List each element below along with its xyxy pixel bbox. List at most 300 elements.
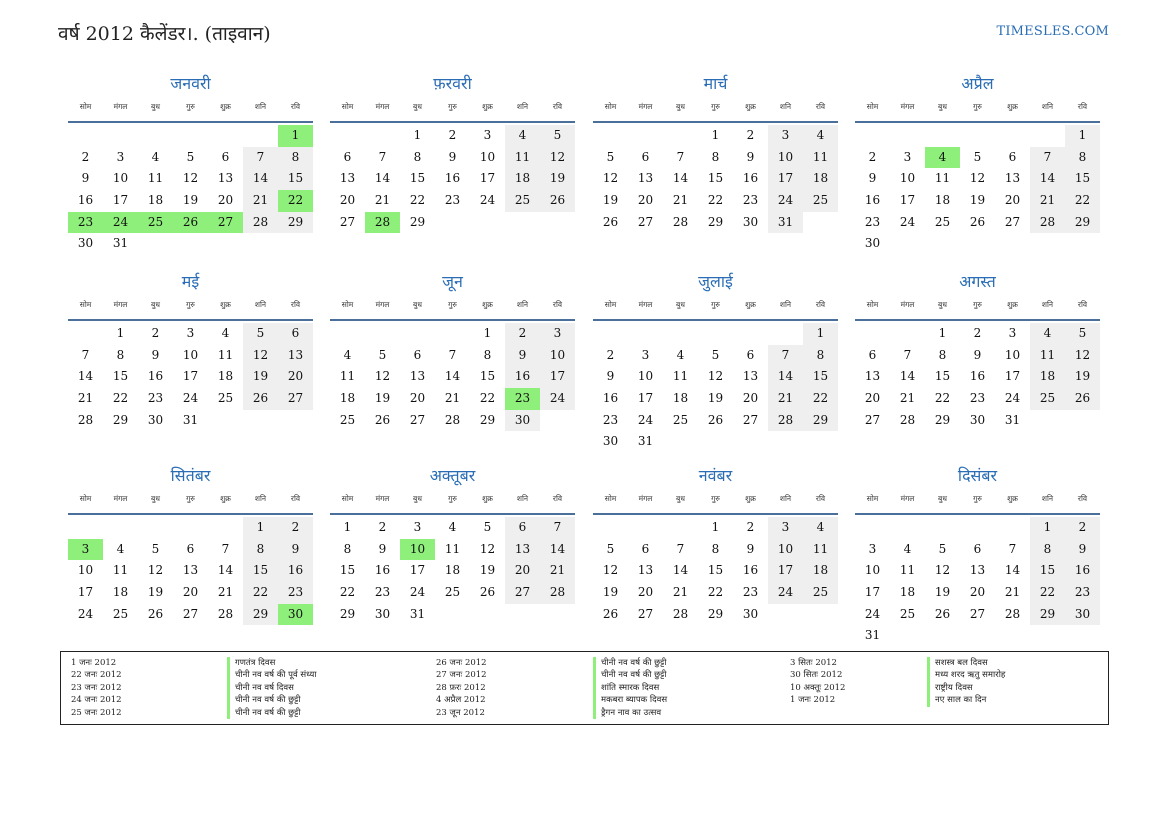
month-name: सितंबर xyxy=(170,466,211,485)
empty-cell xyxy=(330,125,365,147)
day-cell: 2 xyxy=(378,520,387,534)
day-cell: 23 xyxy=(742,193,759,208)
day-cell: 22 xyxy=(112,391,129,406)
month-calendar xyxy=(330,464,575,625)
day-cell: 27 xyxy=(969,606,986,621)
weekday-label: शुक्र xyxy=(1007,102,1018,111)
weekday-label: बुध xyxy=(413,102,422,111)
empty-cell xyxy=(593,517,628,539)
day-cell: 19 xyxy=(602,193,619,208)
month-name: अगस्त xyxy=(959,272,996,291)
day-cell: 13 xyxy=(969,563,986,578)
day-cell: 10 xyxy=(540,345,575,367)
weekday-label: रवि xyxy=(1077,102,1088,111)
holiday-day-cell: 24 xyxy=(103,212,138,234)
day-cell: 13 xyxy=(182,563,199,578)
empty-cell xyxy=(628,323,663,345)
day-cell: 21 xyxy=(374,193,391,208)
weekday-label: मंगल xyxy=(113,494,128,503)
day-cell: 16 xyxy=(505,366,540,388)
day-cell: 12 xyxy=(1065,345,1100,367)
day-cell: 21 xyxy=(217,585,234,600)
site-link[interactable]: TIMESLES.COM xyxy=(996,24,1109,39)
empty-cell xyxy=(768,323,803,345)
day-cell: 6 xyxy=(505,517,540,539)
day-cell: 29 xyxy=(278,212,313,234)
day-cell: 5 xyxy=(378,347,387,362)
weekday-label: गुरु xyxy=(186,102,195,111)
weekday-header xyxy=(855,494,1100,515)
day-cell: 16 xyxy=(374,563,391,578)
day-cell: 15 xyxy=(803,366,838,388)
day-cell: 22 xyxy=(1065,190,1100,212)
day-cell: 26 xyxy=(1065,388,1100,410)
day-cell: 23 xyxy=(602,412,619,427)
day-cell: 11 xyxy=(1030,345,1065,367)
day-cell: 13 xyxy=(409,369,426,384)
empty-cell xyxy=(663,517,698,539)
day-cell: 30 xyxy=(147,412,164,427)
weekday-label: गुरु xyxy=(973,494,982,503)
day-cell: 19 xyxy=(182,193,199,208)
holiday-date: 23 जून 2012 xyxy=(436,707,485,718)
day-cell: 27 xyxy=(1004,214,1021,229)
weekday-label: शनि xyxy=(516,300,529,309)
day-cell: 18 xyxy=(112,585,129,600)
day-cell: 29 xyxy=(1030,604,1065,626)
weekday-label: शुक्र xyxy=(220,102,231,111)
weekday-label: रवि xyxy=(1077,494,1088,503)
day-cell: 11 xyxy=(505,147,540,169)
empty-cell xyxy=(243,125,278,147)
weekday-label: शुक्र xyxy=(482,300,493,309)
day-cell: 20 xyxy=(969,585,986,600)
day-cell: 21 xyxy=(899,391,916,406)
empty-cell xyxy=(330,323,365,345)
day-cell: 16 xyxy=(864,193,881,208)
day-cell: 15 xyxy=(339,563,356,578)
weekday-label: शुक्र xyxy=(220,494,231,503)
day-cell: 13 xyxy=(864,369,881,384)
day-cell: 29 xyxy=(934,412,951,427)
weekday-label: बुध xyxy=(151,300,160,309)
weekday-label: गुरु xyxy=(711,494,720,503)
day-cell: 28 xyxy=(1004,606,1021,621)
day-cell: 2 xyxy=(606,347,615,362)
weekday-label: शनि xyxy=(254,102,267,111)
day-cell: 14 xyxy=(540,539,575,561)
day-cell: 24 xyxy=(768,190,803,212)
day-cell: 12 xyxy=(602,171,619,186)
holiday-name: ड्रैगन नाव का उत्सव xyxy=(593,707,667,719)
holiday-date: 30 सितः 2012 xyxy=(790,670,843,681)
day-cell: 21 xyxy=(444,391,461,406)
day-cell: 17 xyxy=(1004,369,1021,384)
day-cell: 9 xyxy=(746,149,755,164)
day-cell: 26 xyxy=(969,214,986,229)
holiday-day-cell: 23 xyxy=(68,212,103,234)
day-cell: 17 xyxy=(768,560,803,582)
day-cell: 9 xyxy=(606,369,615,384)
day-cell: 11 xyxy=(803,147,838,169)
day-cell: 28 xyxy=(444,412,461,427)
empty-cell xyxy=(663,323,698,345)
day-cell: 24 xyxy=(182,391,199,406)
day-cell: 30 xyxy=(969,412,986,427)
day-cell: 31 xyxy=(768,212,803,234)
weekday-label: मंगल xyxy=(375,102,390,111)
weekday-label: गुरु xyxy=(448,300,457,309)
weekday-label: सोम xyxy=(604,300,617,309)
day-cell: 31 xyxy=(637,434,654,449)
day-cell: 25 xyxy=(899,606,916,621)
day-cell: 6 xyxy=(343,149,352,164)
day-cell: 18 xyxy=(803,168,838,190)
day-cell: 11 xyxy=(672,369,689,384)
day-cell: 5 xyxy=(540,125,575,147)
day-cell: 31 xyxy=(1004,412,1021,427)
empty-cell xyxy=(68,517,103,539)
day-cell: 24 xyxy=(768,582,803,604)
holiday-date: 3 सितः 2012 xyxy=(790,658,837,668)
day-cell: 28 xyxy=(243,212,278,234)
day-cell: 8 xyxy=(938,347,947,362)
weekday-label: शनि xyxy=(1041,494,1054,503)
empty-cell xyxy=(365,323,400,345)
day-cell: 14 xyxy=(899,369,916,384)
day-cell: 3 xyxy=(903,149,912,164)
day-cell: 6 xyxy=(641,541,650,556)
day-cell: 9 xyxy=(973,347,982,362)
day-cell: 28 xyxy=(1030,212,1065,234)
day-cell: 26 xyxy=(243,388,278,410)
day-cell: 9 xyxy=(278,539,313,561)
empty-cell xyxy=(208,125,243,147)
day-cell: 12 xyxy=(479,541,496,556)
day-cell: 5 xyxy=(151,541,160,556)
empty-cell xyxy=(365,125,400,147)
day-cell: 17 xyxy=(77,585,94,600)
day-cell: 23 xyxy=(147,391,164,406)
empty-cell xyxy=(68,125,103,147)
day-cell: 30 xyxy=(77,236,94,251)
month-calendar xyxy=(68,464,313,625)
day-cell: 24 xyxy=(77,606,94,621)
holiday-name: राष्ट्रीय दिवस xyxy=(927,682,1005,694)
day-grid xyxy=(855,517,1100,647)
day-cell: 21 xyxy=(243,190,278,212)
day-cell: 25 xyxy=(672,412,689,427)
weekday-label: मंगल xyxy=(375,494,390,503)
weekday-label: गुरु xyxy=(186,494,195,503)
weekday-label: शुक्र xyxy=(745,494,756,503)
weekday-label: शुक्र xyxy=(745,300,756,309)
day-cell: 15 xyxy=(243,560,278,582)
day-cell: 12 xyxy=(182,171,199,186)
day-cell: 4 xyxy=(803,125,838,147)
day-cell: 1 xyxy=(938,326,947,340)
day-cell: 19 xyxy=(707,391,724,406)
day-cell: 3 xyxy=(641,347,650,362)
month-calendar xyxy=(68,72,313,255)
weekday-label: सोम xyxy=(604,102,617,111)
day-cell: 6 xyxy=(186,541,195,556)
empty-cell xyxy=(890,323,925,345)
day-cell: 1 xyxy=(413,128,422,142)
holiday-date: 1 जनः 2012 xyxy=(71,658,117,668)
day-cell: 28 xyxy=(672,214,689,229)
weekday-header xyxy=(330,494,575,515)
month-calendar xyxy=(593,270,838,453)
day-cell: 26 xyxy=(540,190,575,212)
day-cell: 21 xyxy=(672,193,689,208)
day-cell: 15 xyxy=(707,171,724,186)
day-cell: 27 xyxy=(637,214,654,229)
weekday-label: शनि xyxy=(254,494,267,503)
day-cell: 30 xyxy=(864,236,881,251)
day-cell: 1 xyxy=(243,517,278,539)
day-cell: 23 xyxy=(969,391,986,406)
empty-cell xyxy=(628,517,663,539)
months-area xyxy=(68,72,1102,642)
day-cell: 30 xyxy=(742,214,759,229)
holiday-date: 22 जनः 2012 xyxy=(71,670,122,681)
holiday-name: शांति स्मारक दिवस xyxy=(593,682,667,694)
day-cell: 16 xyxy=(444,171,461,186)
empty-cell xyxy=(995,517,1030,539)
day-cell: 2 xyxy=(746,520,755,534)
month-calendar xyxy=(855,270,1100,431)
day-grid xyxy=(593,323,838,453)
day-cell: 29 xyxy=(479,412,496,427)
day-cell: 2 xyxy=(505,323,540,345)
holiday-day-cell: 30 xyxy=(278,604,313,626)
weekday-label: सोम xyxy=(341,300,354,309)
day-cell: 24 xyxy=(409,585,426,600)
day-cell: 20 xyxy=(182,585,199,600)
holiday-date: 1 जनः 2012 xyxy=(790,695,836,706)
day-cell: 9 xyxy=(868,171,877,186)
weekday-label: सोम xyxy=(79,494,92,503)
day-cell: 20 xyxy=(505,560,540,582)
day-cell: 29 xyxy=(803,410,838,432)
day-cell: 20 xyxy=(742,391,759,406)
day-cell: 24 xyxy=(1004,391,1021,406)
weekday-label: गुरु xyxy=(973,102,982,111)
day-cell: 1 xyxy=(1030,517,1065,539)
weekday-label: शुक्र xyxy=(1007,494,1018,503)
day-grid xyxy=(855,125,1100,255)
day-cell: 17 xyxy=(540,366,575,388)
empty-cell xyxy=(208,517,243,539)
day-cell: 16 xyxy=(77,193,94,208)
day-cell: 25 xyxy=(444,585,461,600)
day-cell: 9 xyxy=(81,171,90,186)
holiday-day-cell: 25 xyxy=(138,212,173,234)
weekday-label: बुध xyxy=(938,300,947,309)
day-cell: 18 xyxy=(444,563,461,578)
weekday-label: बुध xyxy=(413,300,422,309)
day-cell: 21 xyxy=(1004,585,1021,600)
day-cell: 14 xyxy=(243,168,278,190)
day-cell: 5 xyxy=(606,149,615,164)
day-cell: 5 xyxy=(711,347,720,362)
weekday-label: रवि xyxy=(552,494,563,503)
month-name: जुलाई xyxy=(698,272,733,291)
day-cell: 23 xyxy=(864,214,881,229)
day-cell: 16 xyxy=(742,563,759,578)
day-cell: 13 xyxy=(339,171,356,186)
day-cell: 18 xyxy=(1030,366,1065,388)
day-cell: 18 xyxy=(217,369,234,384)
day-cell: 2 xyxy=(81,149,90,164)
empty-cell xyxy=(855,323,890,345)
day-cell: 10 xyxy=(864,563,881,578)
weekday-label: गुरु xyxy=(448,102,457,111)
day-cell: 1 xyxy=(343,520,352,534)
empty-cell xyxy=(855,125,890,147)
day-cell: 5 xyxy=(973,149,982,164)
day-grid xyxy=(593,517,838,625)
day-cell: 15 xyxy=(112,369,129,384)
month-name: मई xyxy=(181,272,200,291)
weekday-label: बुध xyxy=(676,300,685,309)
holiday-day-cell: 4 xyxy=(925,147,960,169)
day-cell: 23 xyxy=(742,585,759,600)
day-cell: 21 xyxy=(768,388,803,410)
day-cell: 14 xyxy=(672,563,689,578)
holiday-date: 24 जनः 2012 xyxy=(71,695,122,706)
day-cell: 5 xyxy=(243,323,278,345)
day-cell: 13 xyxy=(1004,171,1021,186)
day-cell: 23 xyxy=(278,582,313,604)
day-cell: 4 xyxy=(1030,323,1065,345)
day-cell: 18 xyxy=(934,193,951,208)
day-cell: 7 xyxy=(1008,541,1017,556)
day-cell: 24 xyxy=(540,388,575,410)
empty-cell xyxy=(995,125,1030,147)
holiday-name: चीनी नव वर्ष की पूर्व संध्या xyxy=(227,669,316,681)
holiday-day-cell: 22 xyxy=(278,190,313,212)
day-cell: 22 xyxy=(409,193,426,208)
day-cell: 25 xyxy=(217,391,234,406)
holiday-dates-column xyxy=(790,657,845,707)
day-cell: 17 xyxy=(899,193,916,208)
holiday-day-cell: 3 xyxy=(68,539,103,561)
day-cell: 11 xyxy=(112,563,129,578)
weekday-header xyxy=(330,102,575,123)
day-cell: 2 xyxy=(973,326,982,340)
day-cell: 19 xyxy=(1065,366,1100,388)
holiday-name: चीनी नव वर्ष दिवस xyxy=(227,682,316,694)
weekday-label: शुक्र xyxy=(482,494,493,503)
day-cell: 11 xyxy=(444,541,461,556)
holiday-day-cell: 10 xyxy=(400,539,435,561)
empty-cell xyxy=(960,517,995,539)
day-cell: 20 xyxy=(637,585,654,600)
day-cell: 17 xyxy=(182,369,199,384)
day-cell: 15 xyxy=(1030,560,1065,582)
day-cell: 27 xyxy=(864,412,881,427)
day-cell: 7 xyxy=(768,345,803,367)
empty-cell xyxy=(173,517,208,539)
weekday-label: गुरु xyxy=(448,494,457,503)
month-name: जून xyxy=(442,272,463,291)
day-cell: 8 xyxy=(413,149,422,164)
day-cell: 8 xyxy=(243,539,278,561)
weekday-label: शनि xyxy=(779,102,792,111)
day-cell: 6 xyxy=(746,347,755,362)
empty-cell xyxy=(890,517,925,539)
day-cell: 22 xyxy=(1030,582,1065,604)
weekday-label: मंगल xyxy=(638,494,653,503)
weekday-header xyxy=(593,494,838,515)
day-cell: 16 xyxy=(602,391,619,406)
weekday-label: मंगल xyxy=(113,300,128,309)
day-cell: 20 xyxy=(864,391,881,406)
day-cell: 26 xyxy=(479,585,496,600)
day-cell: 30 xyxy=(742,606,759,621)
day-cell: 26 xyxy=(602,606,619,621)
empty-cell xyxy=(103,517,138,539)
empty-cell xyxy=(435,323,470,345)
day-cell: 12 xyxy=(934,563,951,578)
day-cell: 16 xyxy=(1065,560,1100,582)
day-cell: 1 xyxy=(711,128,720,142)
empty-cell xyxy=(925,517,960,539)
month-name: अप्रैल xyxy=(961,74,994,93)
day-cell: 17 xyxy=(768,168,803,190)
day-cell: 22 xyxy=(803,388,838,410)
day-cell: 31 xyxy=(112,236,129,251)
day-cell: 14 xyxy=(77,369,94,384)
day-cell: 8 xyxy=(711,149,720,164)
day-cell: 21 xyxy=(1030,190,1065,212)
day-cell: 25 xyxy=(934,214,951,229)
holiday-name: चीनी नव वर्ष की छुट्टी xyxy=(593,657,667,669)
day-cell: 10 xyxy=(637,369,654,384)
holiday-name: नए साल का दिन xyxy=(927,694,1005,706)
day-cell: 31 xyxy=(182,412,199,427)
day-cell: 20 xyxy=(278,366,313,388)
day-cell: 28 xyxy=(768,410,803,432)
holiday-dates-column xyxy=(71,657,122,719)
day-cell: 15 xyxy=(479,369,496,384)
day-cell: 7 xyxy=(676,541,685,556)
day-cell: 1 xyxy=(803,323,838,345)
weekday-label: सोम xyxy=(79,300,92,309)
empty-cell xyxy=(855,517,890,539)
day-cell: 12 xyxy=(243,345,278,367)
empty-cell xyxy=(733,323,768,345)
weekday-label: शनि xyxy=(254,300,267,309)
day-cell: 12 xyxy=(707,369,724,384)
day-cell: 6 xyxy=(221,149,230,164)
weekday-label: शुक्र xyxy=(745,102,756,111)
day-cell: 5 xyxy=(938,541,947,556)
day-cell: 22 xyxy=(707,193,724,208)
weekday-label: रवि xyxy=(815,102,826,111)
holiday-name: चीनी नव वर्ष की छुट्टी xyxy=(593,669,667,681)
month-name: मार्च xyxy=(703,74,728,93)
day-cell: 4 xyxy=(343,347,352,362)
weekday-label: बुध xyxy=(938,102,947,111)
day-cell: 28 xyxy=(672,606,689,621)
day-cell: 16 xyxy=(278,560,313,582)
day-cell: 11 xyxy=(339,369,356,384)
day-cell: 18 xyxy=(505,168,540,190)
day-cell: 18 xyxy=(672,391,689,406)
